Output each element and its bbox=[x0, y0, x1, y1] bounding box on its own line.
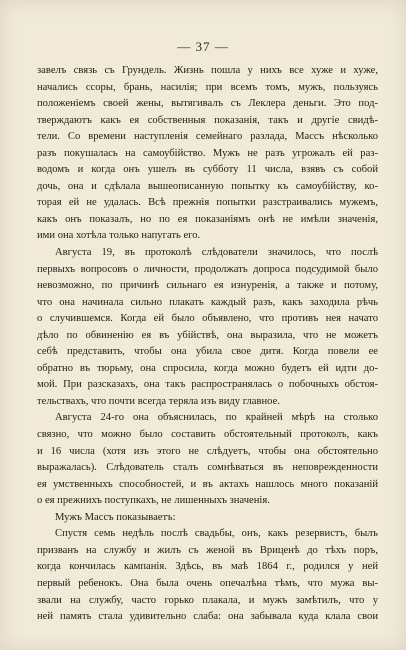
text-line: ея умственныхъ способностей, и въ актахъ нашлось много показаній bbox=[37, 478, 378, 490]
text-line: звали на службу, часто горько плакала, и мужъ замѣтилъ, что у bbox=[37, 594, 378, 606]
page-number: — 37 — bbox=[177, 39, 229, 54]
text-line: связно, что можно было составить обстоятельный протоколъ, какъ bbox=[37, 429, 378, 441]
text-line: дѣло по обвиненію ея въ убійствѣ, она выразила, что не можетъ bbox=[37, 329, 378, 341]
text-line: первыхъ вопросовъ о личности, продолжать допроса подсудимой было bbox=[37, 263, 378, 275]
text-line: ней память стала удивительно слаба: она забывала куда клала свои bbox=[37, 611, 378, 623]
text-line: Августа 24-го она объяснилась, по крайней мѣрѣ на столько bbox=[55, 412, 378, 424]
text-line: мой. При разсказахъ, она такъ распространялась о побочныхъ обстоя- bbox=[37, 379, 378, 391]
text-line: дочь, она и сдѣлала вышеописанную попытку къ самоубійству, ко- bbox=[37, 180, 378, 192]
text-line: обратно въ тюрьму, она спросила, когда можно будетъ ей идти до- bbox=[37, 362, 378, 374]
text-line: о случившемся. Когда ей было объявлено, что противъ нея начато bbox=[37, 313, 378, 325]
text-line: о ея прежнихъ поступкахъ, не лишенныхъ значенія. bbox=[37, 495, 270, 507]
text-line: и 16 числа (хотя изъ этого не слѣдуетъ, чтобы она обстоятельно bbox=[37, 445, 378, 457]
text-line: начались ссоры, брань, насилія; при всемъ томъ, мужъ, пользуясь bbox=[37, 81, 378, 93]
text-line: первый ребенокъ. Она была очень опечалѣна тѣмъ, что мужа вы- bbox=[37, 577, 378, 589]
text-line: водомъ и когда онъ ушелъ въ субботу 11 числа, взявъ съ собой bbox=[37, 164, 378, 176]
text-line: Мужъ Массъ показываетъ: bbox=[55, 511, 176, 523]
text-line: Августа 19, въ протоколѣ слѣдователи значилось, что послѣ bbox=[55, 247, 378, 259]
text-line: положеніемъ своей жены, вытягивалъ съ Леклера деньги. Это под- bbox=[37, 98, 378, 110]
text-line: себѣ представить, чтобы она убила свое дитя. Когда повели ее bbox=[37, 346, 378, 358]
text-line: завелъ связь съ Грундель. Жизнь пошла у нихъ все хуже и хуже, bbox=[37, 65, 378, 76]
text-line: призванъ на службу и жилъ съ женой въ Вриценѣ до тѣхъ поръ, bbox=[37, 544, 378, 556]
text-line: тели. Со времени наступленія семейнаго разлада, Массъ нѣсколько bbox=[37, 131, 378, 143]
text-line: ими она хотѣла только напугать его. bbox=[37, 230, 201, 242]
text-line: выражалась). Слѣдователь сталъ сомнѣваться въ неповрежденности bbox=[37, 462, 378, 474]
text-line: что она начинала сильно плакать каждый разъ, какъ заходила рѣчь bbox=[37, 296, 378, 308]
text-line: когда кончилась кампанія. Здѣсь, въ маѣ 1864 г., родился у ней bbox=[37, 561, 378, 573]
text-line: тельствахъ, что почти всегда теряла изъ виду главное. bbox=[37, 395, 280, 407]
text-line: разъ покушалась на самоубійство. Мужъ не разъ угрожалъ ей раз- bbox=[37, 147, 378, 159]
body-text bbox=[37, 63, 378, 626]
text-line: Спустя семь недѣль послѣ свадьбы, онъ, какъ резервистъ, былъ bbox=[55, 528, 378, 540]
text-line: тверждаютъ какъ ея собственныя показанія, такъ и другіе свидѣ- bbox=[37, 114, 378, 126]
text-line: торая ей не удалась. Всѣ прежнія попытки разстраивались мужемъ, bbox=[37, 197, 378, 209]
text-line: какъ онъ показалъ, но по ея показаніямъ онѣ не имѣли значенія, bbox=[37, 213, 378, 225]
text-line: невозможно, по причинѣ сильнаго ея изнуренія, а также и потому, bbox=[37, 280, 378, 292]
